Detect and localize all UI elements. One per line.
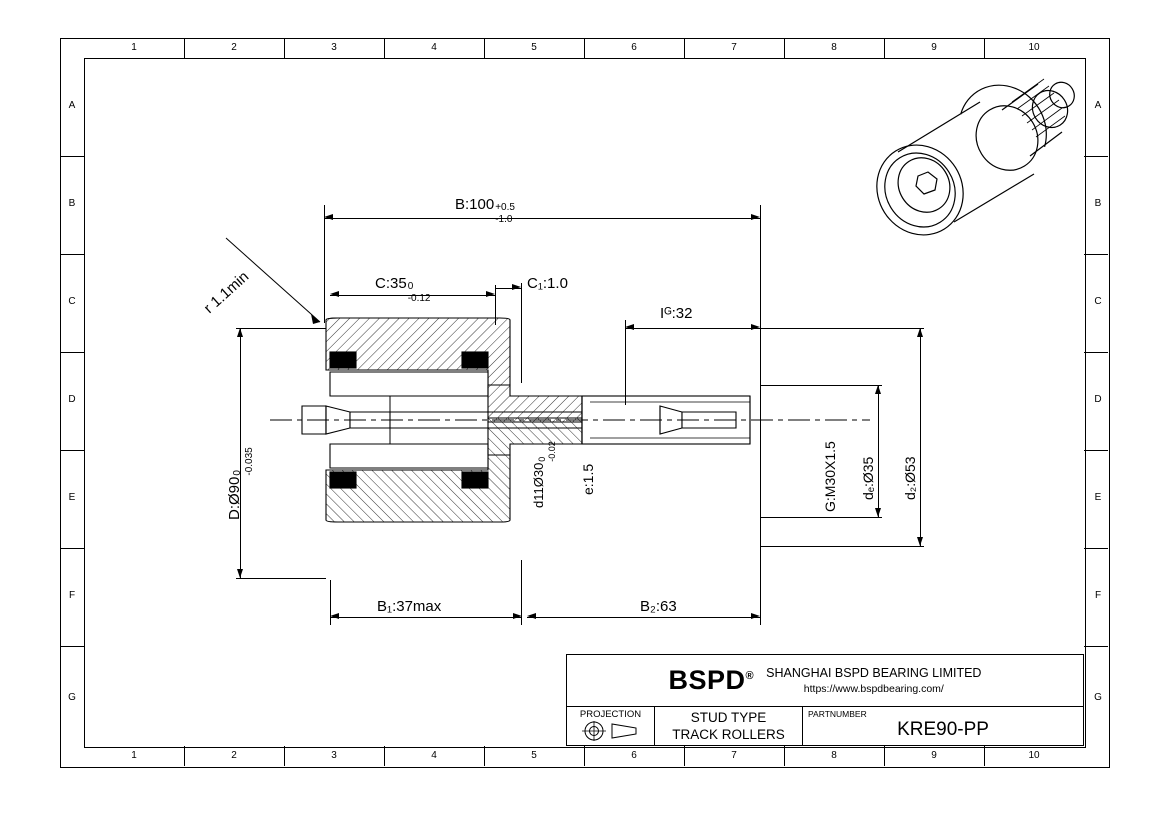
title-block-header: [567, 655, 1083, 707]
title-block-body: [567, 707, 1083, 746]
column-label-bottom-9: 9: [931, 750, 937, 761]
column-label-top-7: 7: [731, 42, 737, 53]
partnumber-cell: [803, 707, 1083, 746]
product-type-line2: TRACK ROLLERS: [672, 726, 785, 742]
dim-label-IG: Iᴳ:32: [660, 305, 693, 322]
column-label-top-8: 8: [831, 42, 837, 53]
dim-label-C: C:35 0 -0.12: [375, 275, 431, 304]
row-label-left-B: B: [68, 198, 76, 209]
first-angle-projection-icon: [580, 720, 642, 742]
column-label-bottom-5: 5: [531, 750, 537, 761]
column-label-bottom-7: 7: [731, 750, 737, 761]
row-label-left-D: D: [68, 394, 76, 405]
column-label-bottom-10: 10: [1028, 750, 1040, 761]
row-label-left-G: G: [68, 692, 76, 703]
brand-name: BSPD®: [668, 665, 755, 695]
dim-label-B1: B₁:37max: [377, 598, 442, 615]
row-label-right-F: F: [1094, 590, 1102, 601]
column-label-top-6: 6: [631, 42, 637, 53]
column-label-top-10: 10: [1028, 42, 1040, 53]
column-label-bottom-1: 1: [131, 750, 137, 761]
column-label-top-4: 4: [431, 42, 437, 53]
column-label-top-9: 9: [931, 42, 937, 53]
column-label-bottom-4: 4: [431, 750, 437, 761]
column-label-bottom-3: 3: [331, 750, 337, 761]
dim-label-de: dₑ:Ø35: [860, 456, 876, 500]
row-label-left-C: C: [68, 296, 76, 307]
dim-label-B: B:100 +0.5 -1.0: [455, 196, 515, 225]
projection-label: PROJECTION: [579, 709, 642, 720]
product-type-line1: STUD TYPE: [690, 709, 767, 725]
column-label-top-1: 1: [131, 42, 137, 53]
dim-label-G: G:M30X1.5: [822, 441, 838, 512]
dim-label-B2: B₂:63: [640, 598, 677, 615]
dim-line-B2: [527, 617, 760, 618]
dim-line-d2: [920, 328, 921, 546]
dim-line-B: [324, 218, 760, 219]
title-block: [566, 654, 1084, 746]
company-website[interactable]: https://www.bspdbearing.com/: [803, 682, 944, 695]
row-label-right-D: D: [1094, 394, 1102, 405]
dim-label-d2: d₂:Ø53: [902, 456, 918, 500]
column-label-bottom-6: 6: [631, 750, 637, 761]
company-name: SHANGHAI BSPD BEARING LIMITED: [766, 665, 982, 680]
column-label-bottom-2: 2: [231, 750, 237, 761]
product-type-cell: [655, 707, 803, 746]
row-label-left-A: A: [68, 100, 76, 111]
dim-line-B1: [330, 617, 522, 618]
row-label-left-E: E: [68, 492, 76, 503]
partnumber-label: PARTNUMBER: [808, 709, 867, 719]
dim-line-IG: [625, 328, 760, 329]
dim-label-C1: C₁:1.0: [527, 275, 568, 292]
dim-label-e: e:1.5: [580, 463, 596, 495]
company-info: [766, 665, 981, 696]
row-label-right-C: C: [1094, 296, 1102, 307]
column-label-bottom-8: 8: [831, 750, 837, 761]
dim-label-d1: d11Ø30 0 -0.02: [531, 441, 557, 508]
dim-label-D: D:Ø90 0 -0.035: [226, 447, 255, 520]
row-label-right-B: B: [1094, 198, 1102, 209]
dim-label-r: r 1.1min: [200, 268, 253, 317]
registered-mark-icon: ®: [745, 670, 755, 682]
dim-line-de: [878, 385, 879, 517]
column-label-top-3: 3: [331, 42, 337, 53]
row-label-right-G: G: [1094, 692, 1102, 703]
row-label-left-F: F: [68, 590, 76, 601]
partnumber-value: KRE90-PP: [897, 719, 989, 740]
projection-cell: [567, 707, 655, 746]
column-label-top-2: 2: [231, 42, 237, 53]
row-label-right-A: A: [1094, 100, 1102, 111]
column-label-top-5: 5: [531, 42, 537, 53]
row-label-right-E: E: [1094, 492, 1102, 503]
